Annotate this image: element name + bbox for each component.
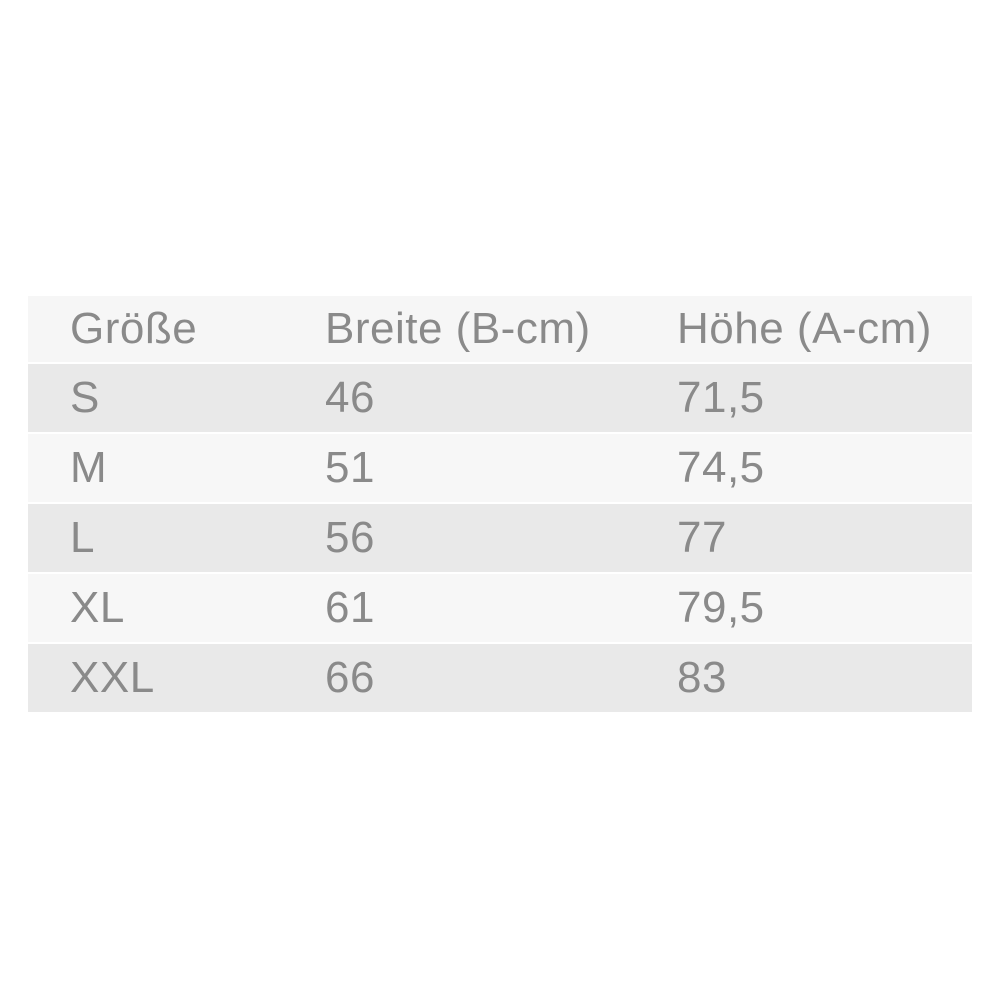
table-row-m bbox=[28, 434, 972, 504]
size-value: S bbox=[70, 373, 100, 422]
size-table bbox=[28, 296, 972, 714]
table-row-s bbox=[28, 364, 972, 434]
width-value: 51 bbox=[325, 443, 375, 492]
width-value: 56 bbox=[325, 513, 375, 562]
table-header-row bbox=[28, 296, 972, 364]
size-value: L bbox=[70, 513, 95, 562]
table-row-xl bbox=[28, 574, 972, 644]
height-value: 77 bbox=[677, 513, 727, 562]
width-value: 66 bbox=[325, 653, 375, 702]
size-value: M bbox=[70, 443, 108, 492]
height-value: 74,5 bbox=[677, 443, 765, 492]
height-value: 71,5 bbox=[677, 373, 765, 422]
width-value: 46 bbox=[325, 373, 375, 422]
column-header-size: Größe bbox=[70, 304, 198, 353]
table-row-xxl bbox=[28, 644, 972, 714]
height-value: 83 bbox=[677, 653, 727, 702]
column-header-height: Höhe (A-cm) bbox=[677, 304, 932, 353]
table-row-l bbox=[28, 504, 972, 574]
width-value: 61 bbox=[325, 583, 375, 632]
size-value: XL bbox=[70, 583, 125, 632]
height-value: 79,5 bbox=[677, 583, 765, 632]
column-header-width: Breite (B-cm) bbox=[325, 304, 591, 353]
size-value: XXL bbox=[70, 653, 155, 702]
